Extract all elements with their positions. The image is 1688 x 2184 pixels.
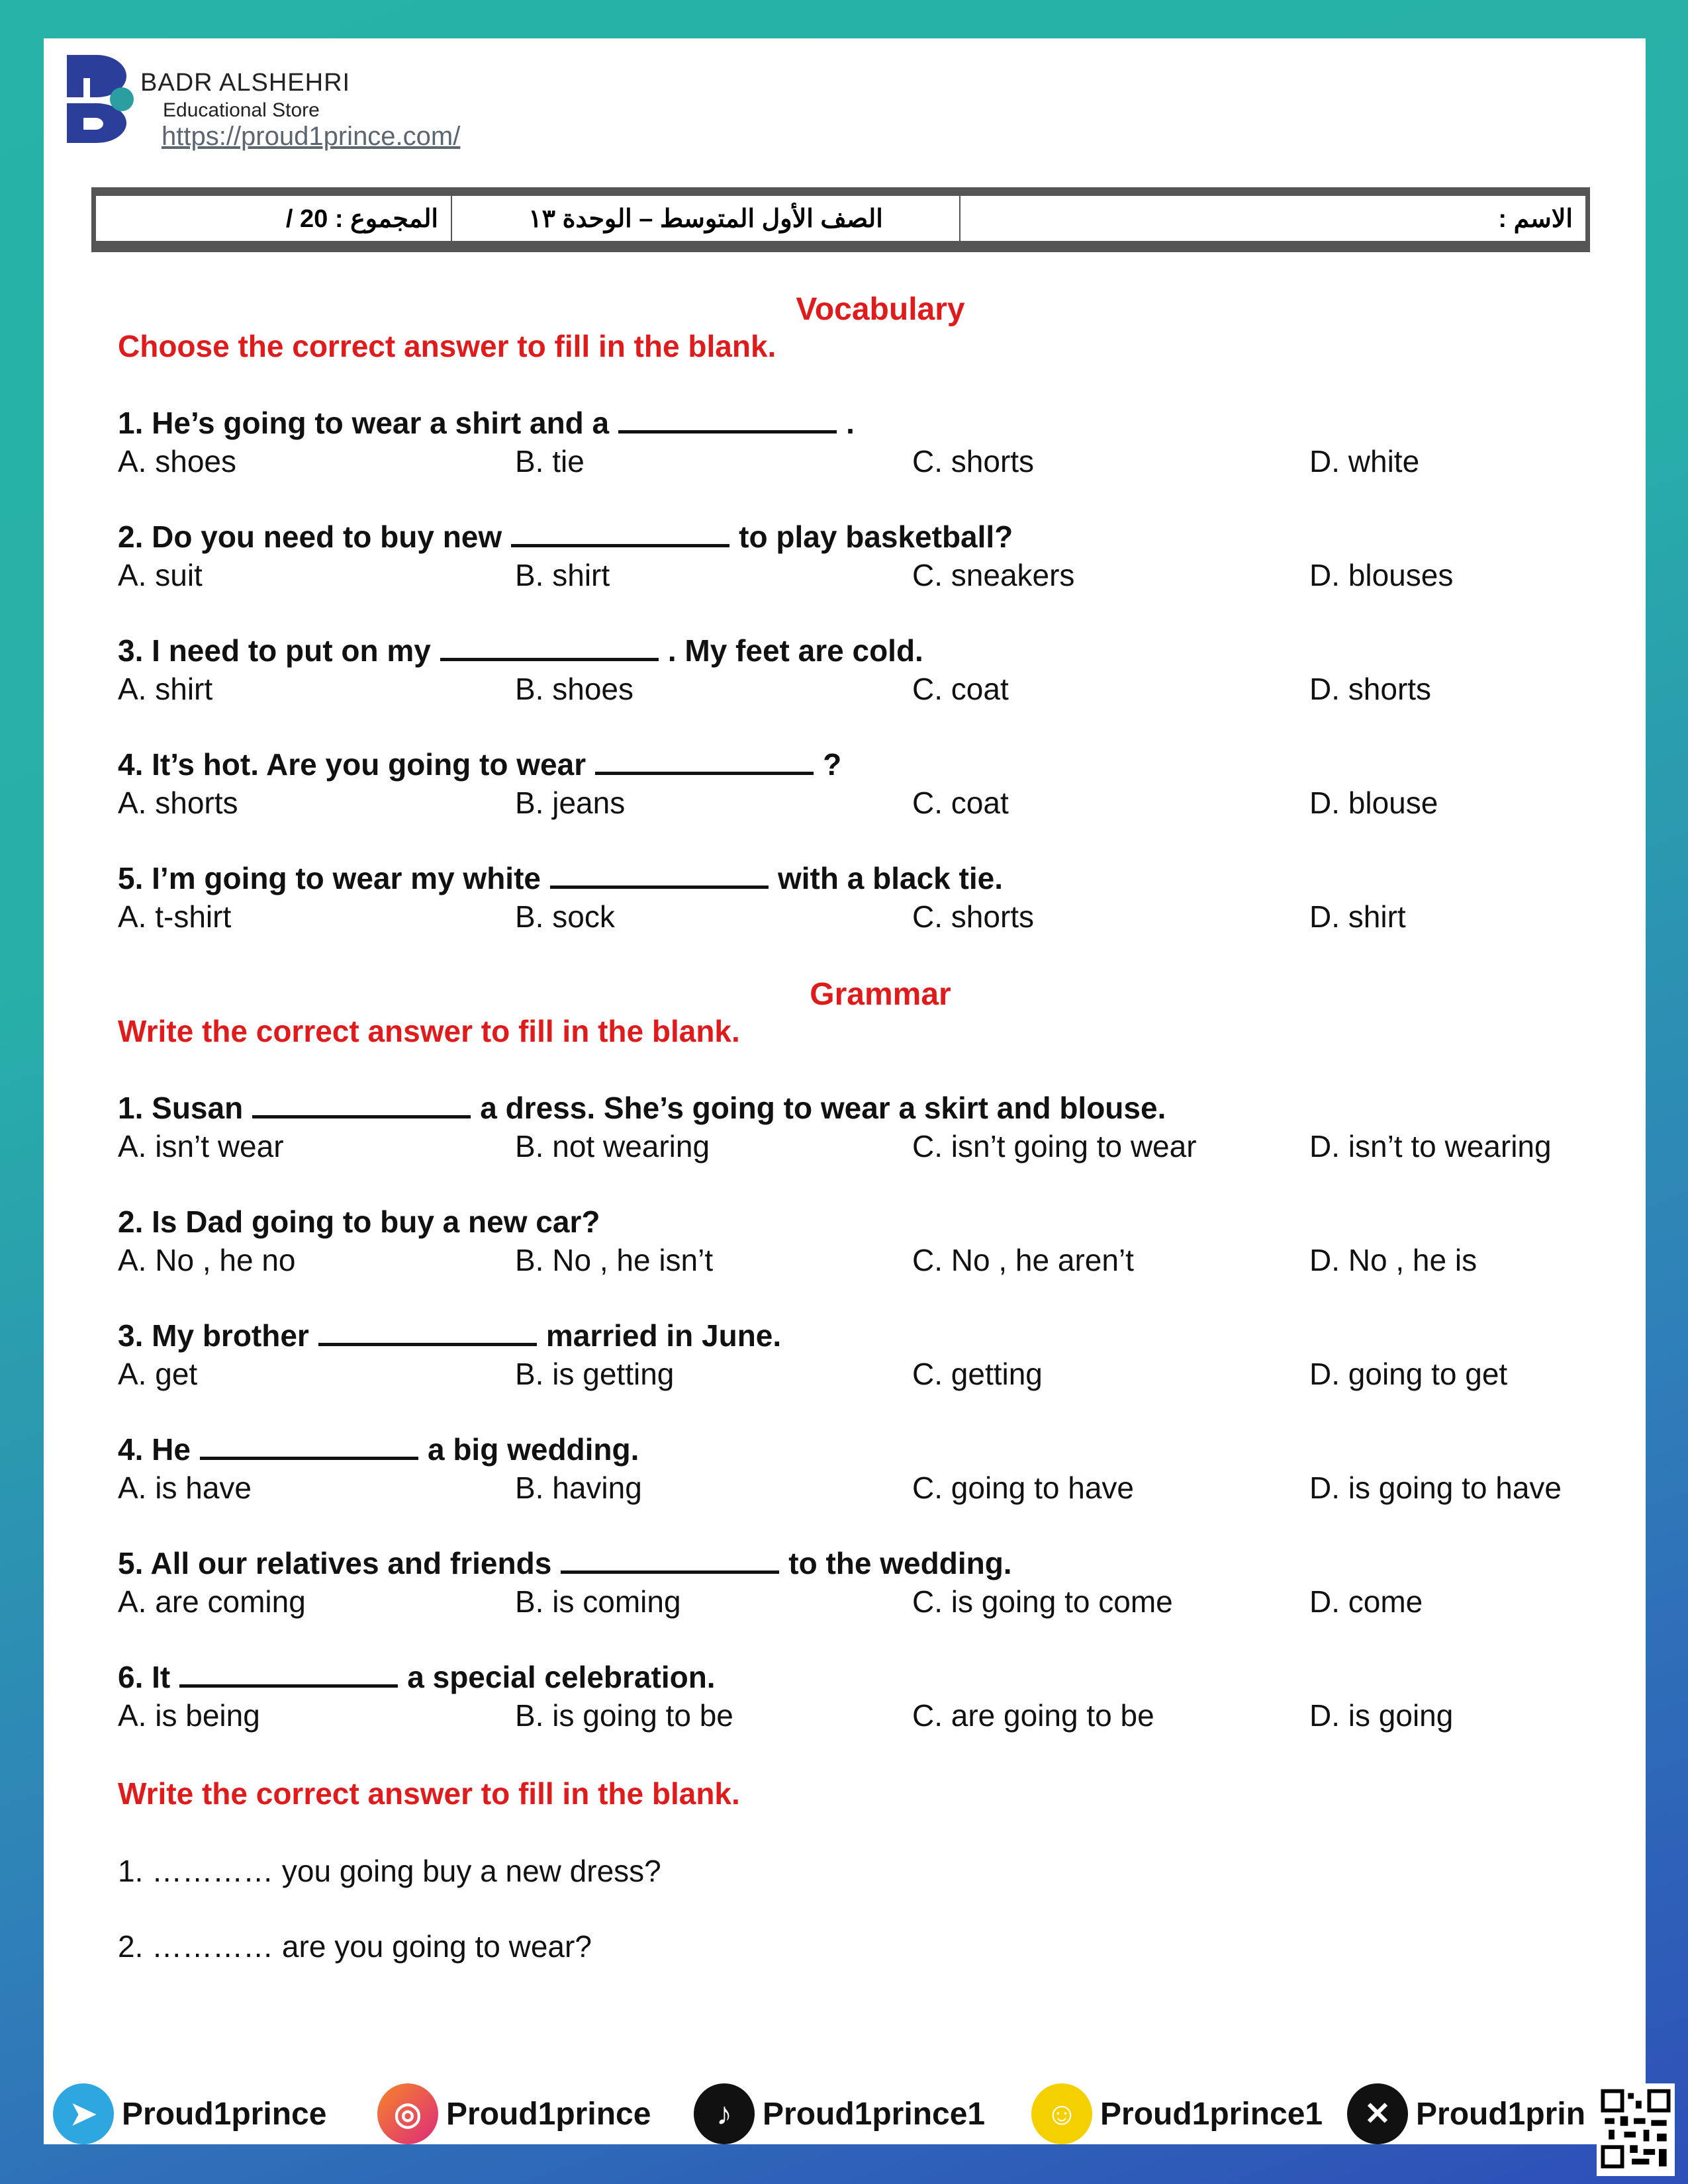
social-handle: Proud1prin [1416, 2096, 1586, 2132]
instagram-icon: ◎ [377, 2083, 438, 2144]
question-text: 4. It’s hot. Are you going to wear [118, 747, 586, 782]
grammar-instruction: Write the correct answer to fill in the blank. [118, 1014, 740, 1048]
question-text-end: . [846, 406, 855, 440]
question-text-end: with a black tie. [778, 861, 1003, 895]
answer-options [118, 1470, 1640, 1507]
vocabulary-title: Vocabulary [796, 292, 965, 327]
answer-option[interactable]: A. No , he no [118, 1243, 296, 1277]
answer-options [118, 1242, 1640, 1279]
answer-option[interactable]: C. getting [912, 1357, 1043, 1391]
answer-option[interactable]: B. shirt [515, 558, 610, 592]
answer-option[interactable]: A. is being [118, 1698, 260, 1733]
answer-blank[interactable] [618, 430, 837, 433]
question-text: 1. He’s going to wear a shirt and a [118, 406, 610, 440]
answer-option[interactable]: C. shorts [912, 899, 1035, 934]
social-handle: Proud1prince [446, 2096, 651, 2132]
question [118, 1318, 781, 1353]
question [118, 1090, 1166, 1126]
answer-blank[interactable] [179, 1684, 398, 1688]
answer-options [118, 1356, 1640, 1393]
answer-option[interactable]: A. is have [118, 1471, 252, 1505]
answer-options [118, 1128, 1640, 1165]
answer-option[interactable]: C. coat [912, 672, 1009, 706]
answer-blank[interactable] [561, 1570, 779, 1574]
answer-option[interactable]: B. sock [515, 899, 615, 934]
question-text: 4. He [118, 1432, 191, 1467]
tiktok-icon: ♪ [694, 2083, 755, 2144]
answer-option[interactable]: B. is getting [515, 1357, 675, 1391]
answer-option[interactable]: C. is going to come [912, 1584, 1173, 1619]
answer-option[interactable]: D. going to get [1309, 1357, 1508, 1391]
writing-item: 2. ………… are you going to wear? [118, 1929, 592, 1964]
brand-logo-icon [64, 52, 136, 144]
answer-option[interactable]: A. shirt [118, 672, 213, 706]
answer-option[interactable]: B. tie [515, 444, 585, 478]
answer-option[interactable]: C. No , he aren’t [912, 1243, 1134, 1277]
question [118, 1659, 716, 1695]
qr-code-icon[interactable] [1597, 2083, 1675, 2176]
answer-option[interactable]: B. jeans [515, 786, 626, 820]
question-text-end: a dress. She’s going to wear a skirt and blouse. [480, 1091, 1166, 1125]
answer-option[interactable]: A. get [118, 1357, 198, 1391]
answer-option[interactable]: A. shorts [118, 786, 238, 820]
vocabulary-instruction: Choose the correct answer to fill in the blank. [118, 329, 776, 363]
social-tiktok[interactable] [694, 2083, 985, 2144]
question [118, 633, 923, 668]
grammar-title: Grammar [810, 977, 951, 1012]
answer-options [118, 899, 1640, 936]
answer-blank[interactable] [595, 771, 814, 775]
question [118, 860, 1003, 896]
answer-option[interactable]: B. No , he isn’t [515, 1243, 714, 1277]
answer-blank[interactable] [318, 1342, 537, 1346]
answer-option[interactable]: D. No , he is [1309, 1243, 1477, 1277]
answer-option[interactable]: C. sneakers [912, 558, 1075, 592]
brand-subtitle: Educational Store [163, 99, 320, 121]
x-icon: ✕ [1347, 2083, 1408, 2144]
answer-option[interactable]: C. shorts [912, 444, 1035, 478]
answer-blank[interactable] [440, 657, 659, 661]
answer-blank[interactable] [200, 1456, 418, 1460]
question-text-end: married in June. [545, 1318, 782, 1353]
question-text-end: a big wedding. [427, 1432, 639, 1467]
question-text-end: to the wedding. [788, 1546, 1012, 1580]
answer-option[interactable]: D. come [1309, 1584, 1423, 1619]
telegram-icon: ➤ [53, 2083, 114, 2144]
question-text-end: to play basketball? [739, 520, 1013, 554]
answer-option[interactable]: B. having [515, 1471, 642, 1505]
social-handle: Proud1prince1 [763, 2096, 986, 2132]
snapchat-icon: ☺ [1031, 2083, 1092, 2144]
student-name-field[interactable]: الاسم : [962, 198, 1583, 239]
answer-option[interactable]: D. shirt [1309, 899, 1406, 934]
social-telegram[interactable] [53, 2083, 326, 2144]
question [118, 1432, 639, 1467]
answer-options [118, 785, 1640, 822]
answer-option[interactable]: D. shorts [1309, 672, 1432, 706]
question [118, 747, 841, 782]
answer-option[interactable]: D. isn’t to wearing [1309, 1129, 1552, 1163]
question-text: 2. Do you need to buy new [118, 520, 502, 554]
answer-option[interactable]: B. shoes [515, 672, 633, 706]
answer-option[interactable]: C. coat [912, 786, 1009, 820]
answer-option[interactable]: C. are going to be [912, 1698, 1154, 1733]
answer-option[interactable]: D. blouses [1309, 558, 1454, 592]
question-text-end: . My feet are cold. [667, 633, 923, 668]
answer-option[interactable]: D. is going [1309, 1698, 1454, 1733]
question-text: 5. I’m going to wear my white [118, 861, 541, 895]
question-text: 3. My brother [118, 1318, 309, 1353]
question-text: 2. Is Dad going to buy a new car? [118, 1205, 600, 1239]
question [118, 1204, 600, 1240]
answer-option[interactable]: D. is going to have [1309, 1471, 1562, 1505]
answer-options [118, 443, 1640, 480]
social-x[interactable] [1347, 2083, 1585, 2144]
answer-blank[interactable] [252, 1115, 471, 1118]
answer-option[interactable]: C. going to have [912, 1471, 1135, 1505]
answer-option[interactable]: A. t-shirt [118, 899, 232, 934]
question [118, 519, 1013, 555]
answer-option[interactable]: A. isn’t wear [118, 1129, 284, 1163]
answer-option[interactable]: B. is coming [515, 1584, 681, 1619]
question [118, 1545, 1012, 1581]
question-text-end: ? [823, 747, 842, 782]
answer-option[interactable]: C. isn’t going to wear [912, 1129, 1197, 1163]
answer-options [118, 671, 1640, 708]
answer-options [118, 557, 1640, 594]
social-footer [53, 2083, 1642, 2150]
answer-option[interactable]: A. shoes [118, 444, 236, 478]
brand-url-link[interactable]: https://proud1prince.com/ [162, 122, 461, 151]
social-snapchat[interactable] [1031, 2083, 1323, 2144]
grade-unit-label: الصف الأول المتوسط – الوحدة ١٣ [454, 198, 957, 239]
answer-option[interactable]: A. are coming [118, 1584, 306, 1619]
answer-options [118, 1698, 1640, 1735]
writing-item: 1. ………… you going buy a new dress? [118, 1854, 661, 1888]
answer-option[interactable]: D. white [1309, 444, 1420, 478]
writing-instruction: Write the correct answer to fill in the blank. [118, 1776, 740, 1811]
answer-option[interactable]: B. not wearing [515, 1129, 710, 1163]
social-instagram[interactable] [377, 2083, 651, 2144]
answer-option[interactable]: B. is going to be [515, 1698, 733, 1733]
question-text: 5. All our relatives and friends [118, 1546, 552, 1580]
total-score-field: المجموع : 20 / [98, 198, 449, 239]
answer-option[interactable]: D. blouse [1309, 786, 1438, 820]
answer-options [118, 1584, 1640, 1621]
social-handle: Proud1prince1 [1100, 2096, 1323, 2132]
answer-option[interactable]: A. suit [118, 558, 203, 592]
brand-name: BADR ALSHEHRI [140, 69, 351, 97]
header-table [91, 187, 1590, 252]
question-text: 6. It [118, 1660, 171, 1694]
question-text-end: a special celebration. [407, 1660, 716, 1694]
question-text: 3. I need to put on my [118, 633, 431, 668]
answer-blank[interactable] [550, 885, 769, 889]
answer-blank[interactable] [511, 543, 729, 547]
question [118, 405, 855, 441]
social-handle: Proud1prince [122, 2096, 327, 2132]
question-text: 1. Susan [118, 1091, 244, 1125]
